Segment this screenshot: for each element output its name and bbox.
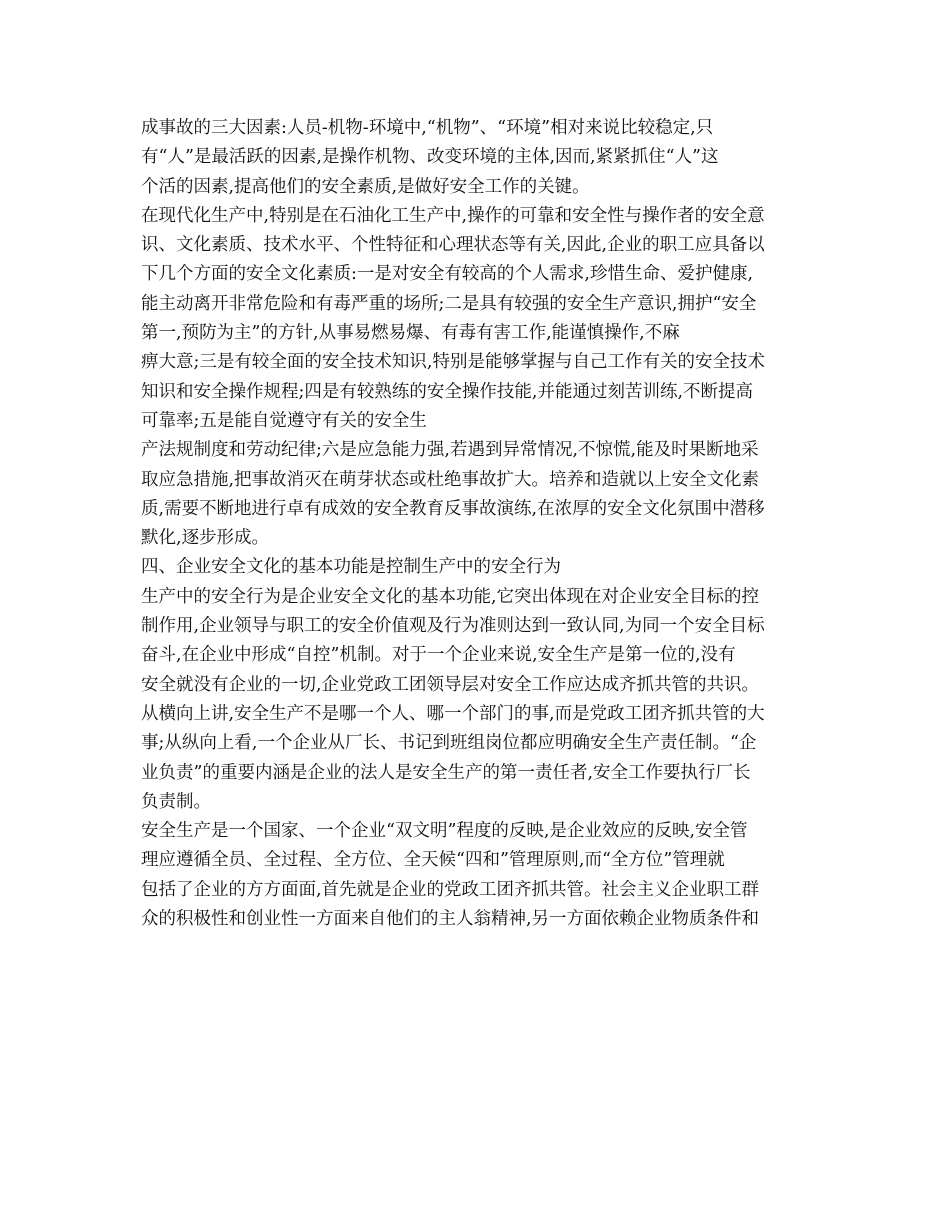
text-line-13: 取应急措施,把事故消灭在萌芽状态或杜绝事故扩大。培养和造就以上安全文化素	[141, 469, 760, 490]
text-line-28: 众的积极性和创业性一方面来自他们的主人翁精神,另一方面依赖企业物质条件和	[141, 909, 760, 930]
text-line-10: 知识和安全操作规程;四是有较熟练的安全操作技能,并能通过刻苦训练,不断提高	[141, 381, 754, 402]
text-line-14: 质,需要不断地进行卓有成效的安全教育反事故演练,在浓厚的安全文化氛围中潜移	[141, 498, 765, 519]
text-line-3: 个活的因素,提高他们的安全素质,是做好安全工作的关键。	[141, 176, 590, 197]
text-line-22: 事;从纵向上看,一个企业从厂长、书记到班组岗位都应明确安全生产责任制。“企	[141, 733, 757, 754]
text-line-27: 包括了企业的方方面面,首先就是企业的党政工团齐抓共管。社会主义企业职工群	[141, 879, 760, 900]
text-line-1: 成事故的三大因素:人员-机物-环境中,“机物”、“环境”相对来说比较稳定,只	[141, 118, 714, 138]
body-text	[141, 114, 821, 934]
text-line-4: 在现代化生产中,特别是在石油化工生产中,操作的可靠和安全性与操作者的安全意	[141, 205, 765, 226]
text-line-12: 产法规制度和劳动纪律;六是应急能力强,若遇到异常情况,不惊慌,能及时果断地采	[141, 440, 759, 461]
text-line-15: 默化,逐步形成。	[141, 528, 270, 549]
text-line-21: 从横向上讲,安全生产不是哪一个人、哪一个部门的事,而是党政工团齐抓共管的大	[141, 703, 765, 724]
text-line-24: 负责制。	[141, 791, 211, 812]
text-line-5: 识、文化素质、技术水平、个性特征和心理状态等有关,因此,企业的职工应具备以	[141, 235, 765, 256]
text-line-18: 制作用,企业领导与职工的安全价值观及行为准则达到一致认同,为同一个安全目标	[141, 616, 765, 637]
text-line-2: 有“人”是最活跃的因素,是操作机物、改变环境的主体,因而,紧紧抓住“人”这	[141, 147, 719, 168]
text-line-23: 业负责”的重要内涵是企业的法人是安全生产的第一责任者,安全工作要执行厂长	[141, 762, 751, 783]
text-line-9: 痹大意;三是有较全面的安全技术知识,特别是能够掌握与自己工作有关的安全技术	[141, 352, 765, 373]
text-line-17: 生产中的安全行为是企业安全文化的基本功能,它突出体现在对企业安全目标的控	[141, 586, 760, 607]
text-line-7: 能主动离开非常危险和有毒严重的场所;二是具有较强的安全生产意识,拥护“安全	[141, 293, 757, 314]
text-line-11: 可靠率;五是能自觉遵守有关的安全生	[141, 410, 427, 431]
text-line-8: 第一,预防为主”的方针,从事易燃易爆、有毒有害工作,能谨慎操作,不麻	[141, 323, 680, 344]
text-line-6: 下几个方面的安全文化素质:一是对安全有较高的个人需求,珍惜生命、爱护健康,	[141, 264, 754, 285]
section-heading: 四、企业安全文化的基本功能是控制生产中的安全行为	[141, 557, 561, 578]
text-line-26: 理应遵循全员、全过程、全方位、全天候“四和”管理原则,而“全方位”管理就	[141, 850, 725, 871]
text-line-20: 安全就没有企业的一切,企业党政工团领导层对安全工作应达成齐抓共管的共识。	[141, 674, 760, 695]
text-line-19: 奋斗,在企业中形成“自控”机制。对于一个企业来说,安全生产是第一位的,没有	[141, 645, 736, 666]
text-line-25: 安全生产是一个国家、一个企业“双文明”程度的反映,是企业效应的反映,安全管	[141, 821, 748, 842]
